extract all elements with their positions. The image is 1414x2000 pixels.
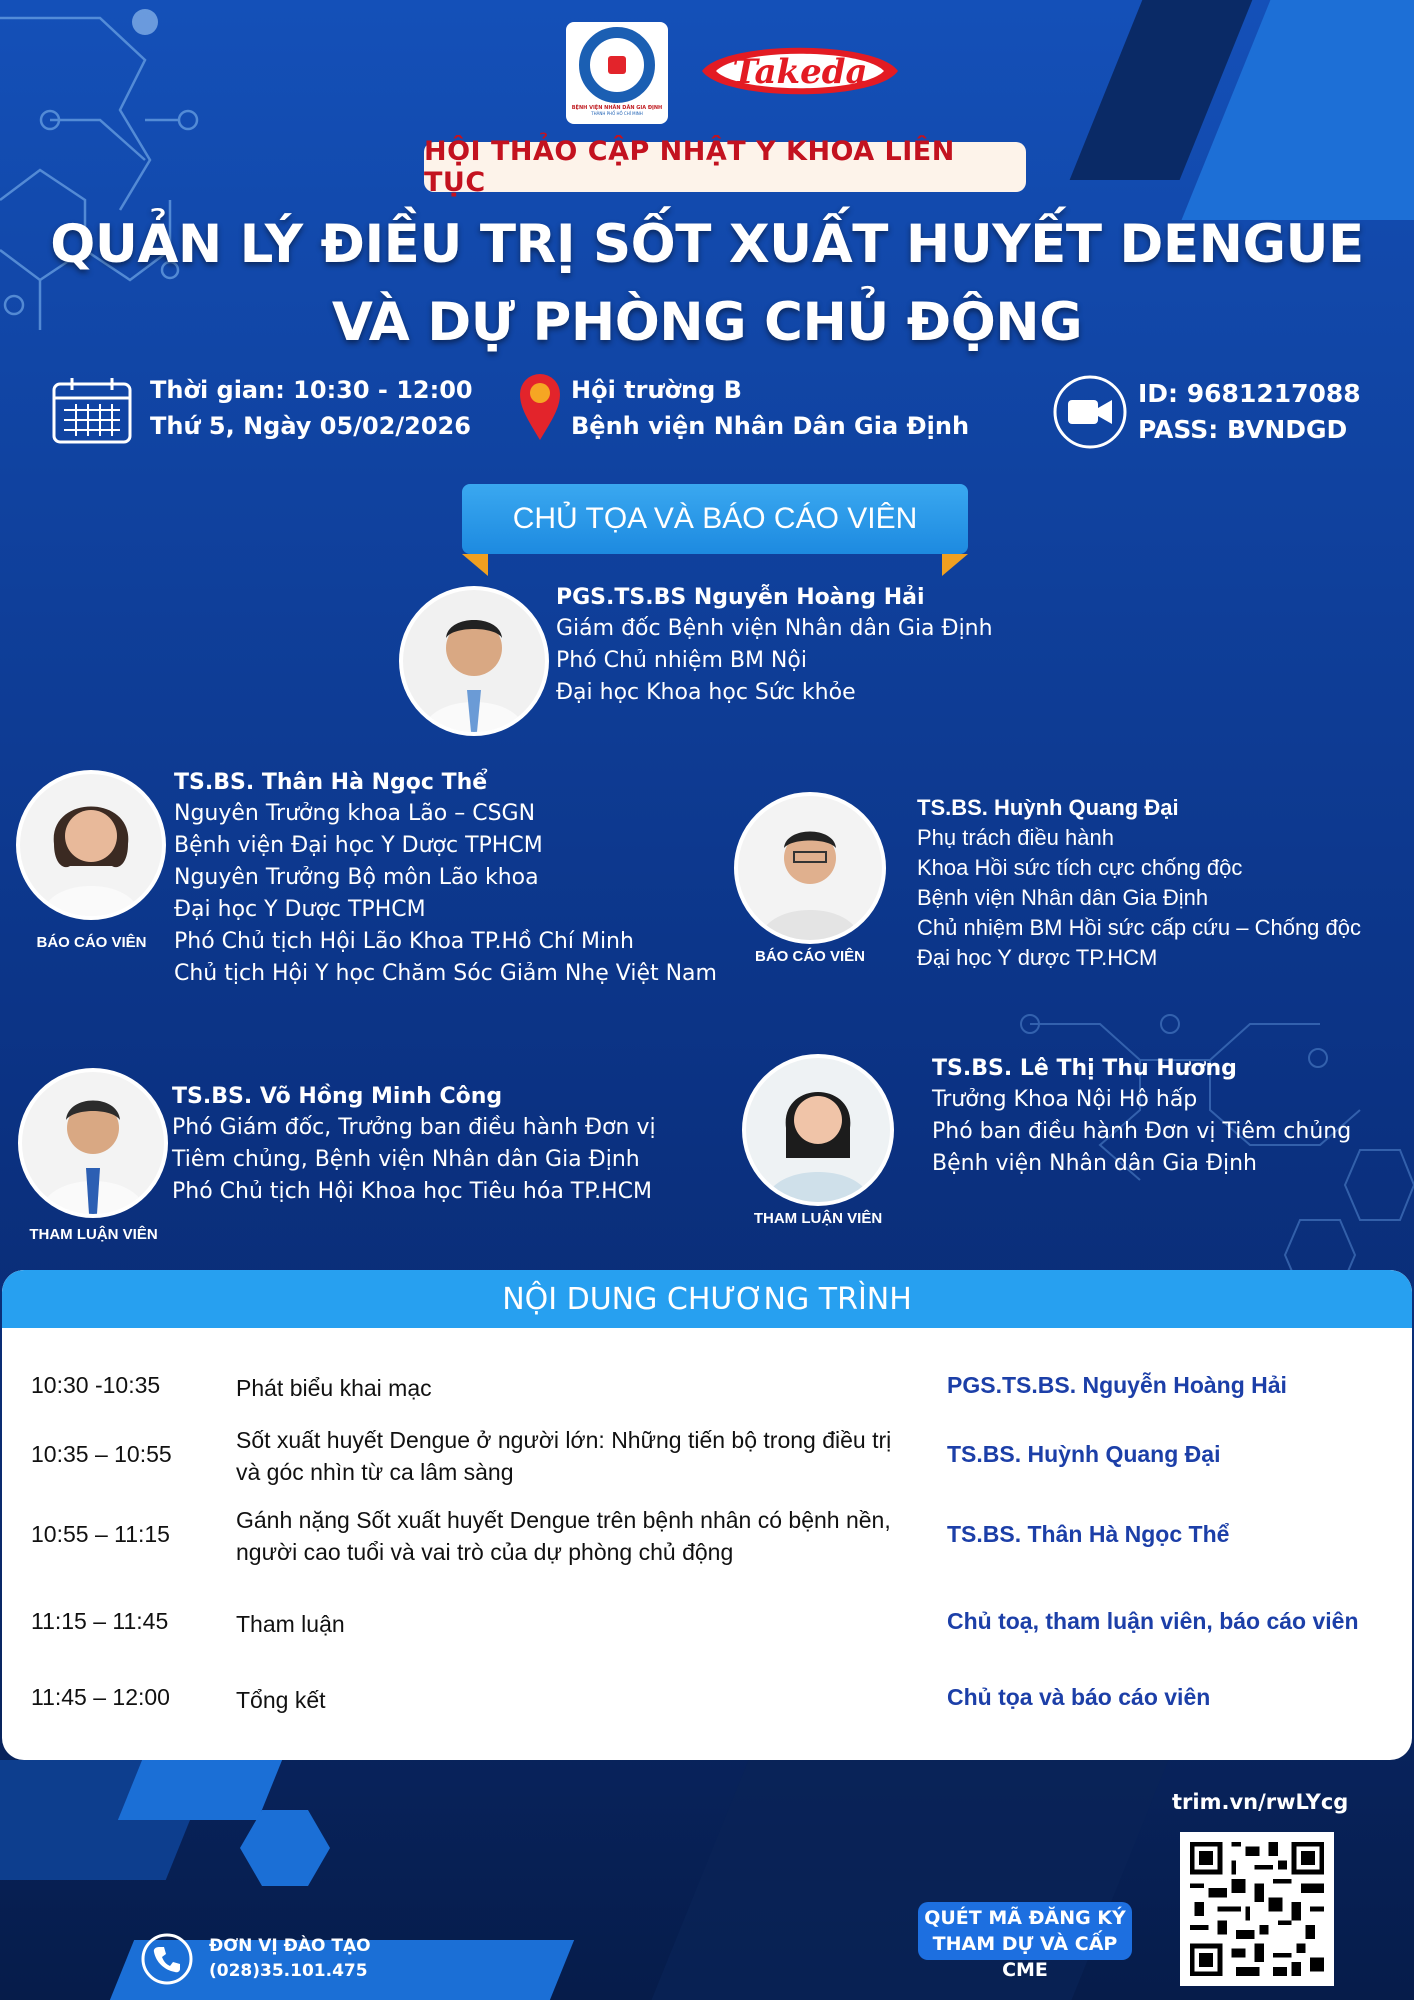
date-text: Thứ 5, Ngày 05/02/2026 bbox=[150, 412, 471, 440]
event-type-badge: HỘI THẢO CẬP NHẬT Y KHOA LIÊN TỤC bbox=[424, 142, 1026, 192]
program-content: Gánh nặng Sốt xuất huyết Dengue trên bệnh nhân có bệnh nền, bbox=[236, 1507, 891, 1533]
program-content: Phát biểu khai mạc bbox=[236, 1375, 432, 1401]
panelist-1-line-3: Phó Chủ tịch Hội Khoa học Tiêu hóa TP.HCM bbox=[172, 1179, 652, 1204]
chair-line-1: Giám đốc Bệnh viện Nhân dân Gia Định bbox=[556, 616, 993, 641]
panelist-1-name: TS.BS. Võ Hồng Minh Công bbox=[172, 1084, 503, 1109]
speakers-heading: CHỦ TỌA VÀ BÁO CÁO VIÊN bbox=[462, 484, 968, 554]
panelist-1-line-2: Tiêm chủng, Bệnh viện Nhân dân Gia Định bbox=[172, 1147, 640, 1172]
program-time: 10:35 – 10:55 bbox=[31, 1441, 172, 1467]
avatar-panelist-1 bbox=[18, 1068, 168, 1218]
reporter-1-line-2: Bệnh viện Đại học Y Dược TPHCM bbox=[174, 833, 543, 858]
reporter-1-line-1: Nguyên Trưởng khoa Lão – CSGN bbox=[174, 801, 536, 826]
avatar-panelist-2 bbox=[742, 1054, 894, 1206]
register-qr-button[interactable] bbox=[918, 1902, 1132, 1981]
reporter-1-name: TS.BS. Thân Hà Ngọc Thể bbox=[174, 770, 488, 795]
panelist-2-line-3: Bệnh viện Nhân dân Gia Định bbox=[932, 1151, 1257, 1176]
avatar-reporter-2 bbox=[734, 792, 886, 944]
banner-fold-right bbox=[942, 554, 968, 576]
hospital-address-text: Bệnh viện Nhân Dân Gia Định bbox=[571, 412, 970, 440]
avatar-reporter-1 bbox=[16, 770, 166, 920]
meeting-id-text[interactable]: ID: 9681217088 bbox=[1138, 379, 1361, 408]
panelist-1-line-1: Phó Giám đốc, Trưởng ban điều hành Đơn vị bbox=[172, 1115, 656, 1140]
program-time: 10:55 – 11:15 bbox=[31, 1521, 170, 1547]
hospital-logo bbox=[566, 22, 668, 124]
register-line-1: QUÉT MÃ ĐĂNG KÝ bbox=[924, 1907, 1126, 1929]
program-speaker: PGS.TS.BS. Nguyễn Hoàng Hải bbox=[947, 1372, 1287, 1398]
program-speaker: Chủ tọa và báo cáo viên bbox=[947, 1684, 1211, 1710]
banner-fold-left bbox=[462, 554, 488, 576]
reporter-2-line-2: Khoa Hồi sức tích cực chống độc bbox=[917, 855, 1243, 880]
qr-code[interactable] bbox=[1180, 1832, 1334, 1986]
program-time: 11:15 – 11:45 bbox=[31, 1608, 169, 1634]
panelist-2-role: THAM LUẬN VIÊN bbox=[753, 1210, 883, 1227]
panelist-2-line-1: Trưởng Khoa Nội Hô hấp bbox=[932, 1087, 1198, 1112]
chair-line-2: Phó Chủ nhiệm BM Nội bbox=[556, 648, 807, 673]
calendar-icon bbox=[52, 376, 132, 444]
location-pin-icon bbox=[518, 372, 562, 442]
reporter-1-line-3: Nguyên Trưởng Bộ môn Lão khoa bbox=[174, 865, 539, 890]
program-speaker: TS.BS. Thân Hà Ngọc Thể bbox=[947, 1521, 1230, 1547]
hexagon-shape bbox=[240, 1808, 330, 1888]
program-content: Tham luận bbox=[236, 1611, 345, 1637]
program-content: người cao tuổi và vai trò của dự phòng chủ động bbox=[236, 1539, 734, 1565]
program-content: Tổng kết bbox=[236, 1687, 326, 1713]
title-line-1: QUẢN LÝ ĐIỀU TRỊ SỐT XUẤT HUYẾT DENGUE bbox=[50, 214, 1364, 275]
reporter-2-role: BÁO CÁO VIÊN bbox=[754, 948, 865, 965]
phone-icon bbox=[140, 1932, 194, 1986]
place-text: Hội trường B bbox=[571, 376, 742, 404]
reporter-1-role: BÁO CÁO VIÊN bbox=[36, 934, 147, 951]
time-text: Thời gian: 10:30 - 12:00 bbox=[150, 376, 473, 404]
title-line-2: VÀ DỰ PHÒNG CHỦ ĐỘNG bbox=[331, 292, 1083, 353]
program-heading: NỘI DUNG CHƯƠNG TRÌNH bbox=[2, 1270, 1412, 1328]
program-time: 11:45 – 12:00 bbox=[31, 1684, 170, 1710]
reporter-1-line-5: Phó Chủ tịch Hội Lão Khoa TP.Hồ Chí Minh bbox=[174, 929, 634, 954]
panelist-2-name: TS.BS. Lê Thị Thu Hương bbox=[932, 1056, 1237, 1081]
short-link[interactable]: trim.vn/rwLYcg bbox=[1172, 1790, 1349, 1814]
reporter-2-name: TS.BS. Huỳnh Quang Đại bbox=[917, 795, 1179, 820]
chair-line-3: Đại học Khoa học Sức khỏe bbox=[556, 680, 856, 705]
takeda-logo bbox=[694, 34, 906, 108]
reporter-2-line-5: Đại học Y dược TP.HCM bbox=[917, 945, 1158, 970]
panelist-2-line-2: Phó ban điều hành Đơn vị Tiêm chủng bbox=[932, 1119, 1352, 1144]
reporter-1-line-4: Đại học Y Dược TPHCM bbox=[174, 897, 426, 922]
reporter-2-line-1: Phụ trách điều hành bbox=[917, 825, 1114, 850]
avatar-chair bbox=[399, 586, 549, 736]
training-phone[interactable]: (028)35.101.475 bbox=[209, 1961, 368, 1981]
molecule-decoration bbox=[0, 0, 260, 340]
register-line-2: THAM DỰ VÀ CẤP CME bbox=[932, 1933, 1118, 1981]
svg-text:Takeda: Takeda bbox=[732, 52, 868, 92]
panelist-1-role: THAM LUẬN VIÊN bbox=[29, 1226, 158, 1243]
program-content: và góc nhìn từ ca lâm sàng bbox=[236, 1459, 514, 1485]
reporter-2-line-3: Bệnh viện Nhân dân Gia Định bbox=[917, 885, 1209, 910]
program-panel bbox=[2, 1270, 1412, 1760]
reporter-2-line-4: Chủ nhiệm BM Hồi sức cấp cứu – Chống độc bbox=[917, 915, 1361, 940]
meeting-pass-text[interactable]: PASS: BVNDGD bbox=[1138, 415, 1348, 444]
training-unit-label: ĐƠN VỊ ĐÀO TẠO bbox=[209, 1936, 371, 1956]
hospital-logo-text: BỆNH VIỆN NHÂN DÂN GIA ĐỊNH bbox=[571, 104, 663, 111]
program-speaker: TS.BS. Huỳnh Quang Đại bbox=[947, 1441, 1221, 1467]
hospital-logo-sub: THÀNH PHỐ HỒ CHÍ MINH bbox=[591, 110, 643, 116]
program-time: 10:30 -10:35 bbox=[31, 1372, 161, 1398]
chair-name: PGS.TS.BS Nguyễn Hoàng Hải bbox=[556, 585, 925, 610]
program-content: Sốt xuất huyết Dengue ở người lớn: Những tiến bộ trong điều trị bbox=[236, 1427, 892, 1453]
reporter-1-line-6: Chủ tịch Hội Y học Chăm Sóc Giảm Nhẹ Việt Nam bbox=[174, 961, 717, 986]
program-speaker: Chủ toạ, tham luận viên, báo cáo viên bbox=[947, 1608, 1359, 1634]
video-camera-icon bbox=[1052, 374, 1128, 450]
